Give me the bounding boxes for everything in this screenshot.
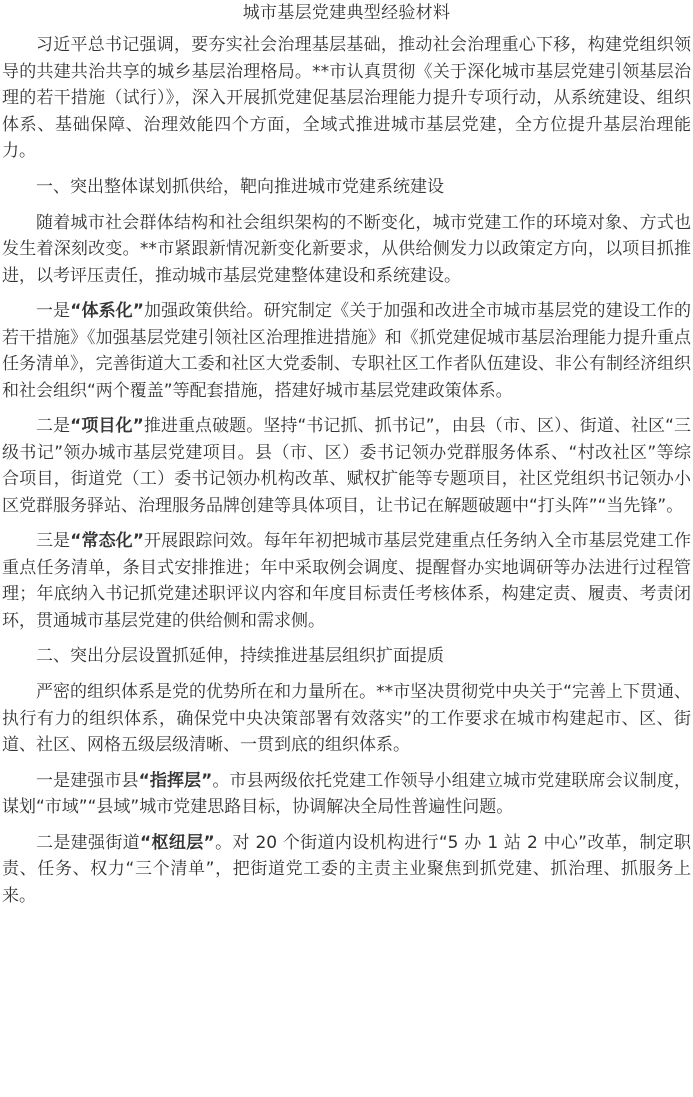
item-lead: “体系化” <box>70 301 144 321</box>
item-prefix: 二是 <box>36 416 71 436</box>
intro-paragraph: 习近平总书记强调，要夯实社会治理基层基础，推动社会治理重心下移，构建党组织领导的共建共治共享的城乡基层治理格局。**市认真贯彻《关于深化城市基层党建引领基层治理的若干措施（试行）》，深入开展抓党建促基层治理能力提升专项行动，从系统建设、组织体系、基础保障、治理效能四个方面，全域式推进城市基层党建，全方位提升基层治理能力。 <box>2 35 691 161</box>
section-heading-2: 二、突出分层设置抓延伸，持续推进基层组织扩面提质 <box>36 646 444 666</box>
item-text: 。市县两级依托党建工作领导小组建立城市党建联席会议制度，谋划“市域”“县域”城市党建思路目标，协调解决全局性普遍性问题。 <box>2 770 691 817</box>
section-1-intro: 随着城市社会群体结构和社会组织架构的不断变化，城市党建工作的环境对象、方式也发生着深刻改变。**市紧跟新情况新变化新要求，从供给侧发力以政策定方向，以项目抓推进，以考评压责任，推动城市基层党建整体建设和系统建设。 <box>2 212 691 286</box>
document-title: 城市基层党建典型经验材料 <box>242 3 451 23</box>
item-text: 加强政策供给。研究制定《关于加强和改进全市城市基层党的建设工作的若干措施》《加强基层党建引领社区治理推进措施》和《抓党建促城市基层治理能力提升重点任务清单》，完善街道大工委和社区大党委制、专职社区工作者队伍建设、非公有制经济组织和社会组织“两个覆盖”等配套措施，搭建好城市基层党建政策体系。 <box>2 301 692 401</box>
section-1-item-3 <box>2 528 691 634</box>
item-text: 开展跟踪问效。每年年初把城市基层党建重点任务纳入全市基层党建工作重点任务清单，条目式安排推进；年中采取例会调度、提醒督办实地调研等办法进行过程管理；年底纳入书记抓党建述职评议内容和年度目标责任考核体系，构建定责、履责、考责闭环，贯通城市基层党建的供给侧和需求侧。 <box>2 531 692 631</box>
item-text: 推进重点破题。坚持“书记抓、抓书记”，由县（市、区）、街道、社区“三级书记”领办城市基层党建项目。县（市、区）委书记领办党群服务体系、“村改社区”等综合项目，街道党（工）委书记领办机构改革、赋权扩能等专题项目，社区党组织书记领办小区党群服务驿站、治理服务品牌创建等具体项目，让书记在解题破题中“打头阵”“当先锋”。 <box>2 416 691 516</box>
item-lead: “枢纽层” <box>140 832 215 853</box>
item-lead: “常态化” <box>70 531 144 551</box>
item-prefix: 二是建强街道 <box>36 832 141 853</box>
section-heading-1: 一、突出整体谋划抓供给，靶向推进城市党建系统建设 <box>36 176 444 197</box>
section-2-item-1 <box>2 768 691 821</box>
section-1-item-2 <box>2 413 691 519</box>
item-text: 。对 20 个街道内设机构进行“5 办 1 站 2 中心”改革，制定职责、任务、权力“三个清单”，把街道党工委的主责主业聚焦到抓党建、抓治理、抓服务上来。 <box>2 832 692 906</box>
item-prefix: 一是建强市县 <box>36 770 139 791</box>
item-lead: “指挥层” <box>138 770 213 791</box>
section-2-intro: 严密的组织体系是党的优势所在和力量所在。**市坚决贯彻党中央关于“完善上下贯通、执行有力的组织体系，确保党中央决策部署有效落实”的工作要求在城市构建起市、区、街道、社区、网格五级层级清晰、一贯到底的组织体系。 <box>2 682 691 755</box>
section-2-item-2 <box>2 830 691 910</box>
item-prefix: 一是 <box>36 301 71 321</box>
section-1-item-1 <box>2 298 691 404</box>
item-prefix: 三是 <box>36 531 71 551</box>
item-lead: “项目化” <box>70 416 144 436</box>
